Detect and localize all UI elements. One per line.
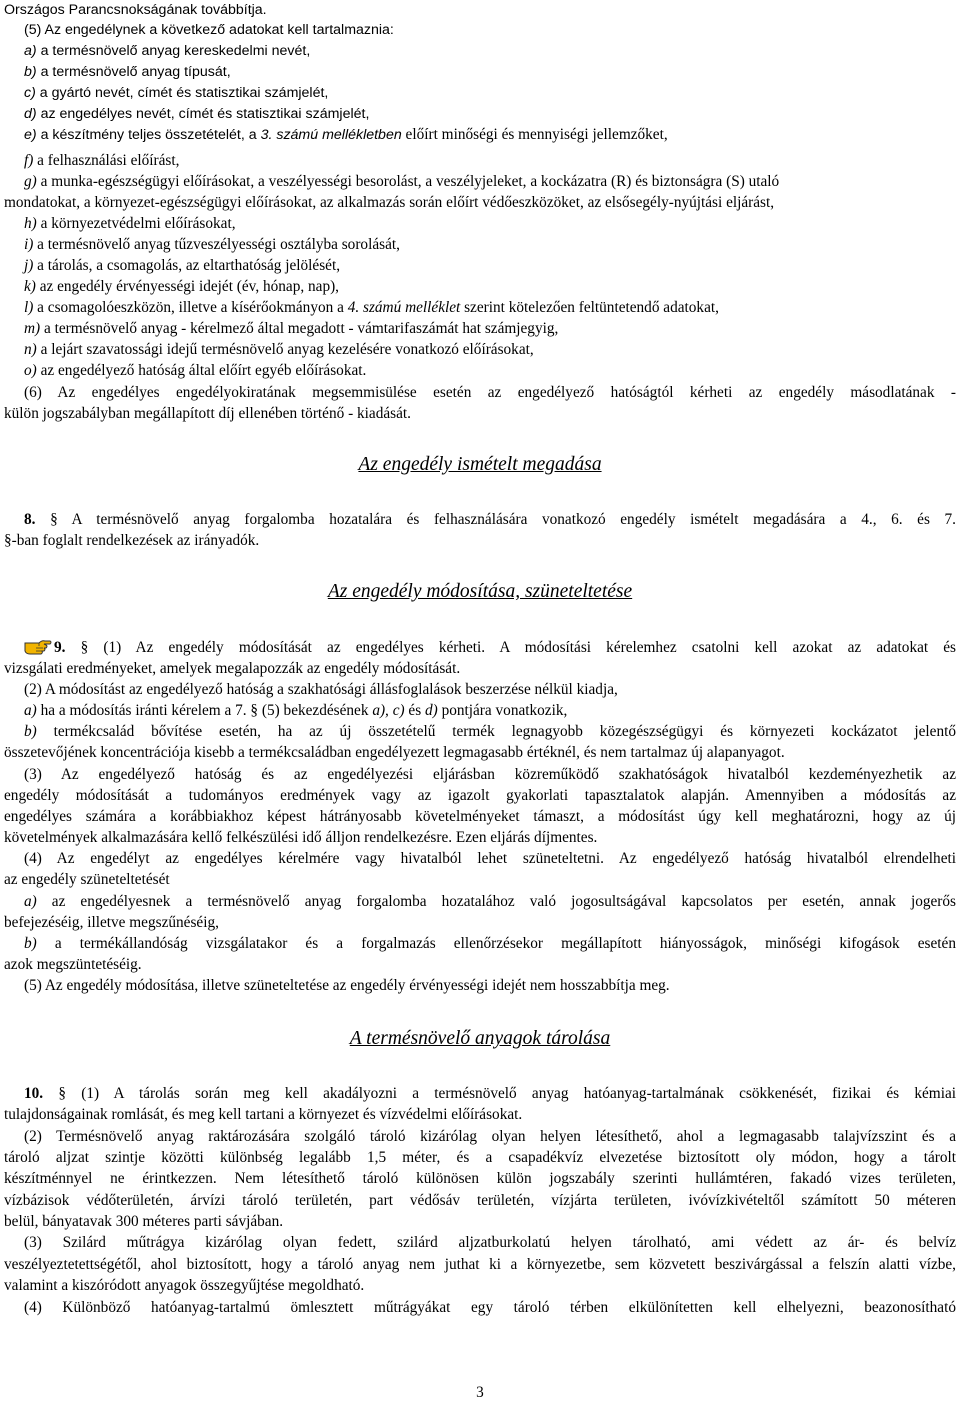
paragraph-line: belül, bányatavak 300 méteres parti sávjában.	[4, 1213, 284, 1230]
paragraph-line: az engedély szüneteltetését	[4, 871, 170, 888]
list-item: e) a készítmény teljes összetételét, a 3. számú mellékletben előírt minőségi és mennyiségi jellemzőket,	[24, 126, 668, 143]
list-item: a) ha a módosítás iránti kérelem a 7. § (5) bekezdésének a), c) és d) pontjára vonatkozik,	[24, 702, 568, 719]
list-item: d) az engedélyes nevét, címét és statisztikai számjelét,	[24, 106, 370, 122]
list-item: n) a lejárt szavatossági idejű termésnövelő anyag kezelésére vonatkozó előírásokat,	[24, 341, 534, 358]
section-link[interactable]: §	[50, 511, 58, 528]
line: mondatokat, a környezet-egészségügyi előírásokat, az alkalmazás során előírt védőeszközöket, az elsősegély-nyújtási eljárást,	[4, 194, 775, 211]
list-item: a) az engedélyesnek a termésnövelő anyag forgalomba hozatalához való jogosultságával kapcsolatos per esetén, annak jogerős	[24, 893, 956, 910]
paragraph-line: (5) Az engedély módosítása, illetve szüneteltetése az engedély érvényességi idejét nem hosszabbítja meg.	[24, 977, 670, 994]
paragraph-line: azok megszüntetéséig.	[4, 956, 142, 973]
page-number: 3	[476, 1384, 484, 1401]
paragraph-line: (3) Az engedélyező hatóság és az engedélyezési eljárásban közreműködő szakhatóságok hivatalból kezdeményezhetik az	[24, 766, 956, 783]
paragraph-line: (2) Termésnövelő anyag raktározására szolgáló tároló kizárólag olyan helyen létesíthető, ahol a legmagasabb talajvízszint és a	[24, 1128, 956, 1145]
paragraph-line: tulajdonságainak romlását, és meg kell tartani a környezet és vízvédelmi előírásokat.	[4, 1106, 523, 1123]
list-item: b) a termékállandóság vizsgálatakor és a forgalmazás ellenőrzésekor megállapított hiányosságok, minőségi kifogások esetén	[24, 935, 956, 952]
paragraph-line: valamint a kiszóródott anyagok összegyűjtése megoldható.	[4, 1277, 365, 1294]
line: külön jogszabályban megállapított díj ellenében történő - kiadását.	[4, 405, 411, 422]
paragraph-line: (4) Az engedélyt az engedélyes kérelmére vagy hivatalból lehet szüneteltetni. Az engedélyező hatóság hivatalból elrendelheti	[24, 850, 956, 867]
paragraph-line: vizsgálati eredményeket, amelyek megalapozzák az engedély módosítását.	[4, 660, 461, 677]
section-link[interactable]: §	[58, 1085, 67, 1102]
paragraph-line: veszélyeztetettségétől, ahol biztosított, hogy a tároló anyag nem juthat ki a környezetbe, sem közvetett beszivárgással a felszín alatti vízbe,	[4, 1256, 956, 1273]
paragraph-line: 10. § (1) A tárolás során meg kell akadályozni a termésnövelő anyag hatóanyag-tartalmának csökkenését, fizikai és kémiai	[24, 1085, 956, 1102]
list-item: l) a csomagolóeszközön, illetve a kísérőokmányon a 4. számú melléklet szerint kötelezően feltüntetendő adatokat,	[24, 299, 719, 316]
list-item: b) a termésnövelő anyag típusát,	[24, 64, 231, 80]
list-item: c) a gyártó nevét, címét és statisztikai számjelét,	[24, 85, 329, 101]
paragraph-line: (4) Különböző hatóanyag-tartalmú ömlesztett műtrágyákat egy tároló térben elkülönítetten kell elhelyezni, beazonosítható	[24, 1299, 956, 1316]
paragraph-line: engedélyes számára a korábbiakhoz képest hátrányosabb követelményeket támaszt, a módosítást úgy kell meghatározni, hogy az új	[4, 808, 956, 825]
paragraph-line: §-ban foglalt rendelkezések az irányadók.	[4, 532, 260, 549]
paragraph-line: 9. § (1) Az engedély módosítását az engedélyes kérheti. A módosítási kérelemhez csatolni kell azokat az adatokat és	[54, 639, 956, 656]
list-item: b) termékcsalád bővítése esetén, ha az új összetételű termék legnagyobb közegészségügyi és környezeti kockázatot jelentő	[24, 723, 956, 740]
paragraph-line: tároló aljzat szintje közötti különbség legalább 1,5 méter, és a csapadékvíz elvezetése biztosított oly módon, hogy a tárolt	[4, 1149, 956, 1166]
list-item: i) a termésnövelő anyag tűzveszélyességi osztályba sorolását,	[24, 236, 400, 253]
pointing-hand-icon	[24, 635, 52, 657]
list-item: g) a munka-egészségügyi előírásokat, a veszélyességi besorolást, a veszélyjeleket, a kockázatra (R) és biztonságra (S) utaló	[24, 173, 780, 190]
paragraph-line: engedély módosítását a tudományos eredmények vagy az igazolt gyakorlati tapasztalatok alapján. Amennyiben a módosítás az	[4, 787, 956, 804]
paragraph-line: vízbázisok védőterületén, árvízi tároló területén, part védősáv területén, vízjárta területen, ivóvízkivételtől számított 50 méteren	[4, 1192, 956, 1209]
list-item: j) a tárolás, a csomagolás, az eltarthatóság jelölését,	[24, 257, 341, 274]
paragraph-line: befejezéséig, illetve megszűnéséig,	[4, 914, 219, 931]
list-item: a) a termésnövelő anyag kereskedelmi nevét,	[24, 43, 311, 59]
line: (6) Az engedélyes engedélyokiratának megsemmisülése esetén az engedélyező hatóságtól kérheti az engedély másodlatának -	[24, 384, 956, 401]
line: (5) Az engedélynek a következő adatokat kell tartalmaznia:	[24, 22, 394, 38]
line: Országos Parancsnokságának továbbítja.	[4, 2, 267, 18]
section-heading: Az engedély módosítása, szüneteltetése	[327, 581, 633, 602]
section-heading: A termésnövelő anyagok tárolása	[349, 1028, 611, 1049]
list-item: o) az engedélyező hatóság által előírt egyéb előírásokat.	[24, 362, 367, 379]
section-link[interactable]: §	[80, 639, 89, 656]
paragraph-line: összetevőjének koncentrációja kisebb a termékcsaládban engedélyezett legmagasabb értéknél, és nem tartalmaz új alapanyagot.	[4, 744, 785, 761]
section-heading: Az engedély ismételt megadása	[358, 454, 602, 475]
paragraph-line: készítménnyel ne érintkezzen. Nem létesíthető tároló különösen külön jogszabály szerinti hullámtéren, fakadó vizes területen,	[4, 1170, 956, 1187]
list-item: h) a környezetvédelmi előírásokat,	[24, 215, 236, 232]
paragraph-line: követelmények alkalmazására kellő felkészülési idő álljon rendelkezésre. Ezen eljárás díjmentes.	[4, 829, 598, 846]
paragraph-line: (2) A módosítást az engedélyező hatóság a szakhatósági állásfoglalások beszerzése nélkül kiadja,	[24, 681, 618, 698]
paragraph-line: 8. § A termésnövelő anyag forgalomba hozatalára és felhasználására vonatkozó engedély ismételt megadására a 4., 6. és 7.	[24, 511, 956, 528]
list-item: f) a felhasználási előírást,	[24, 152, 180, 169]
paragraph-line: (3) Szilárd műtrágya kizárólag olyan fedett, szilárd aljzatburkolatú helyen tárolható, ami védett az ár- és belvíz	[24, 1234, 956, 1251]
list-item: k) az engedély érvényességi idejét (év, hónap, nap),	[24, 278, 340, 295]
list-item: m) a termésnövelő anyag - kérelmező által megadott - vámtarifaszámát hat számjegyig,	[24, 320, 559, 337]
